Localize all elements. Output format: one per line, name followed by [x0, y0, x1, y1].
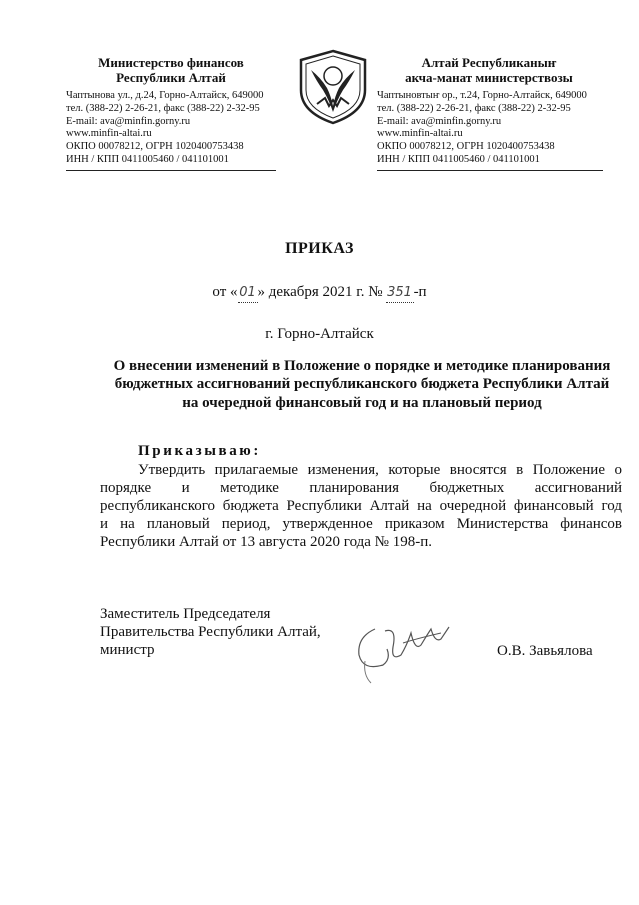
- position-line3: министр: [100, 642, 155, 658]
- left-header-rule: [66, 170, 276, 171]
- document-title: ПРИКАЗ: [285, 240, 354, 257]
- left-ministry-name-line1: Министерство финансов: [98, 55, 244, 70]
- left-ministry-name-line2: Республики Алтай: [116, 70, 226, 85]
- right-contact-block: [377, 90, 587, 167]
- left-website: www.minfin-altai.ru: [66, 128, 152, 140]
- order-body: [100, 461, 622, 551]
- number-suffix: -п: [413, 284, 427, 300]
- order-word: Приказываю:: [138, 443, 261, 459]
- signature-icon: [345, 615, 470, 690]
- left-phone: тел. (388-22) 2-26-21, факс (388-22) 2-32-95: [66, 102, 260, 114]
- right-ministry-name-line2: акча-манат министерствозы: [405, 70, 573, 85]
- handwritten-signature: [345, 615, 470, 690]
- signatory-position: [100, 605, 321, 659]
- body-line4: и на плановый период, утвержденное приказом Министерства финансов: [100, 516, 622, 532]
- right-website: www.minfin-altai.ru: [377, 128, 463, 140]
- date-prefix: от «: [212, 284, 238, 300]
- right-okpo: ОКПО 00078212, ОГРН 1020400753438: [377, 141, 555, 153]
- right-address: Чаптыновтыҥ ор., т.24, Горно-Алтайск, 649000: [377, 90, 587, 101]
- body-line2: порядке и методике планирования бюджетных ассигнований: [100, 480, 622, 496]
- right-inn: ИНН / КПП 0411005460 / 041101001: [377, 153, 540, 165]
- right-phone: тел. (388-22) 2-26-21, факс (388-22) 2-32-95: [377, 102, 571, 114]
- subject-line1: О внесении изменений в Положение о порядке и методике планирования: [113, 358, 611, 374]
- left-email: E-mail: ava@minfin.gorny.ru: [66, 115, 191, 127]
- body-line1: Утвердить прилагаемые изменения, которые вносятся в Положение о: [138, 462, 622, 478]
- order-number: 351: [386, 284, 414, 303]
- left-ministry-name: [66, 55, 276, 85]
- left-contact-block: [66, 90, 264, 167]
- subject-line3: на очередной финансовый год и на плановый период: [182, 394, 542, 411]
- left-okpo: ОКПО 00078212, ОГРН 1020400753438: [66, 141, 244, 153]
- position-line2: Правительства Республики Алтай,: [100, 624, 321, 640]
- body-line3: республиканского бюджета Республики Алтай на очередной финансовый год: [100, 498, 622, 514]
- date-suffix: » декабря 2021 г. №: [257, 284, 383, 300]
- position-line1: Заместитель Председателя: [100, 606, 271, 622]
- date-day: 01: [238, 284, 258, 303]
- right-email: E-mail: ava@minfin.gorny.ru: [377, 115, 502, 127]
- emblem-icon: [295, 48, 371, 126]
- subject-line2: бюджетных ассигнований республиканского бюджета Республики Алтай: [114, 376, 610, 393]
- left-address: Чаптынова ул., д.24, Горно-Алтайск, 649000: [66, 90, 264, 101]
- altai-republic-emblem: [295, 48, 371, 126]
- right-ministry-name: [374, 55, 604, 85]
- signatory-name: О.В. Завьялова: [497, 643, 593, 659]
- left-inn: ИНН / КПП 0411005460 / 041101001: [66, 153, 229, 165]
- right-ministry-name-line1: Алтай Республиканыҥ: [421, 55, 557, 70]
- order-date-number: [0, 283, 639, 303]
- city: г. Горно-Алтайск: [265, 326, 374, 342]
- body-line5: Республики Алтай от 13 августа 2020 года № 198-п.: [100, 534, 433, 550]
- order-subject: [100, 357, 624, 412]
- right-header-rule: [377, 170, 603, 171]
